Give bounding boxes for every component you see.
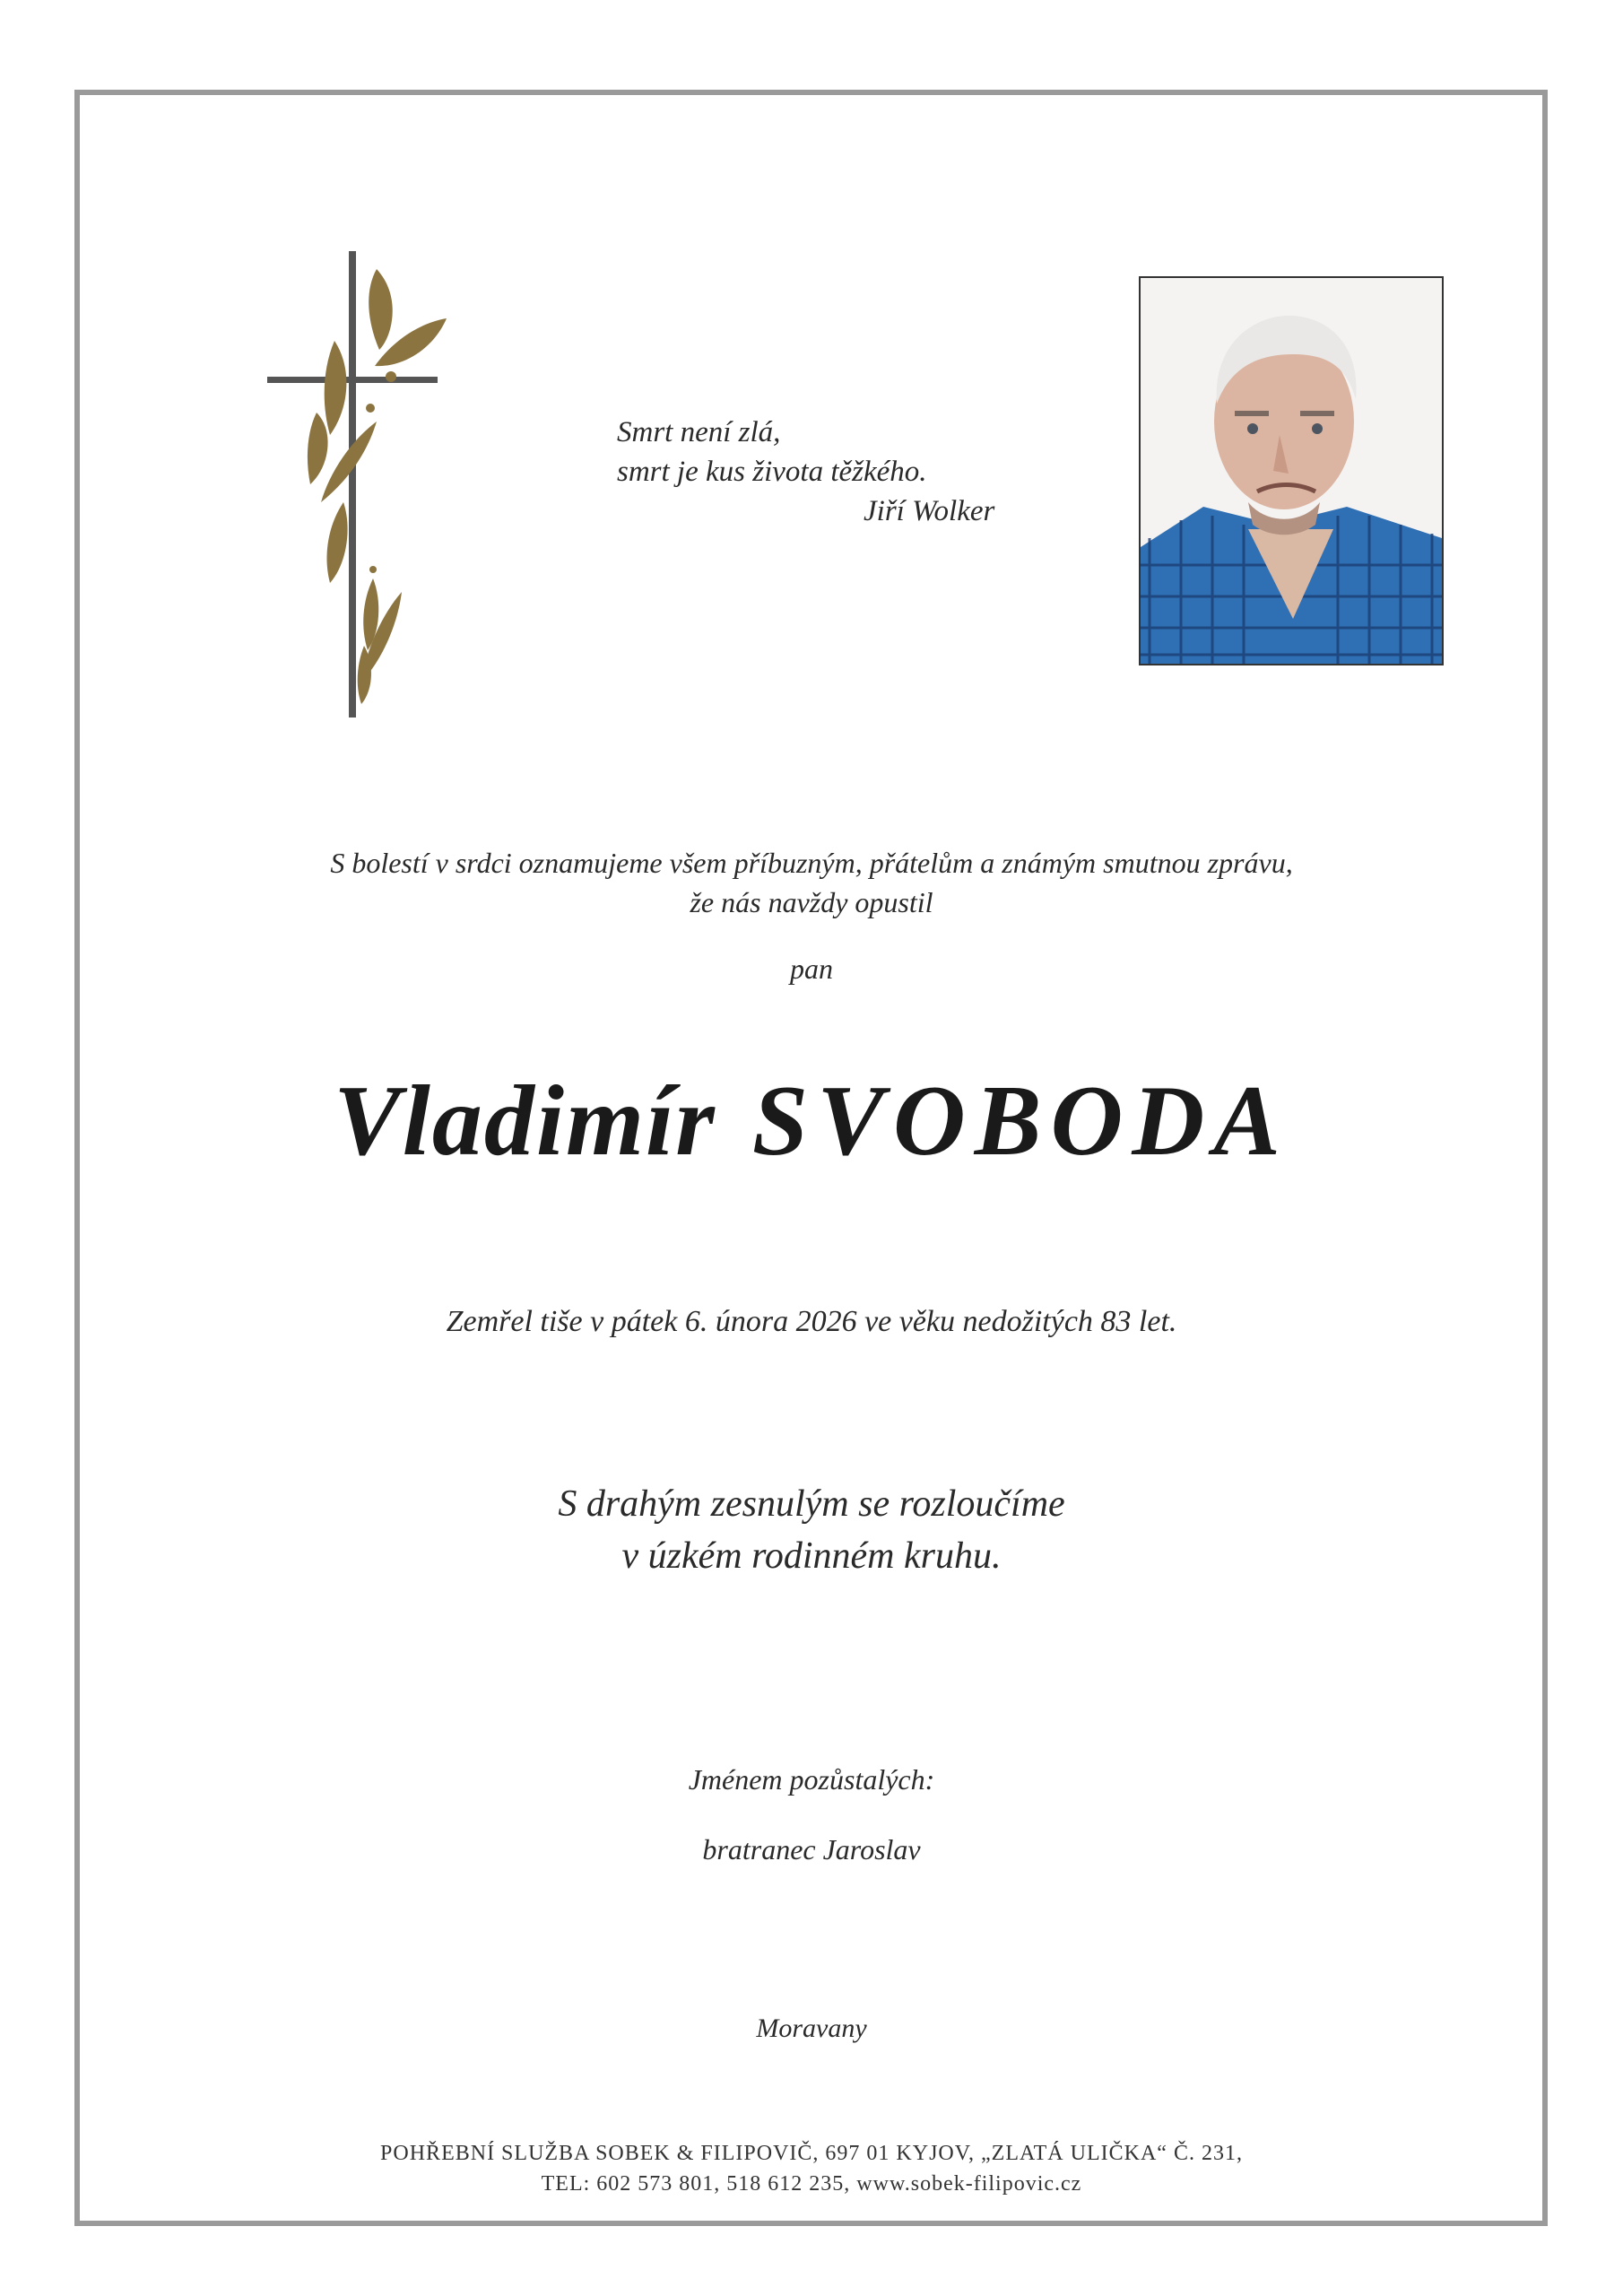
footer-line-2: TEL: 602 573 801, 518 612 235, www.sobek-filipovic.cz (541, 2172, 1082, 2196)
announcement-line-1: S bolestí v srdci oznamujeme všem příbuzným, přátelům a známým smutnou zprávu, (330, 847, 1293, 879)
death-notice: Zemřel tiše v pátek 6. února 2026 ve věku nedožitých 83 let. (446, 1305, 1177, 1338)
title-word: pan (790, 952, 833, 985)
surname: SVOBODA (751, 1065, 1289, 1177)
farewell-line-1: S drahým zesnulým se rozloučíme (558, 1483, 1065, 1525)
footer-line-1: POHŘEBNÍ SLUŽBA SOBEK & FILIPOVIČ, 697 01 KYJOV, „ZLATÁ ULIČKA“ Č. 231, (380, 2142, 1243, 2165)
mourner-name: bratranec Jaroslav (702, 1833, 921, 1866)
deceased-portrait (1139, 276, 1444, 665)
funeral-service-footer (0, 2138, 1623, 2199)
farewell-line-2: v úzkém rodinném kruhu. (621, 1535, 1002, 1577)
announcement (0, 843, 1623, 922)
place-name: Moravany (756, 2013, 867, 2043)
quote-line-1: Smrt není zlá, (617, 416, 781, 448)
announcement-line-2: že nás navždy opustil (690, 886, 933, 918)
farewell-notice (0, 1478, 1623, 1582)
on-behalf-label: Jménem pozůstalých: (688, 1763, 935, 1796)
quote-author: Jiří Wolker (864, 495, 995, 527)
poem-quote (617, 413, 994, 531)
cross-with-leaves-icon (267, 251, 447, 718)
first-name: Vladimír (334, 1065, 716, 1177)
quote-line-2: smrt je kus života těžkého. (617, 456, 927, 488)
deceased-name (0, 1058, 1623, 1184)
